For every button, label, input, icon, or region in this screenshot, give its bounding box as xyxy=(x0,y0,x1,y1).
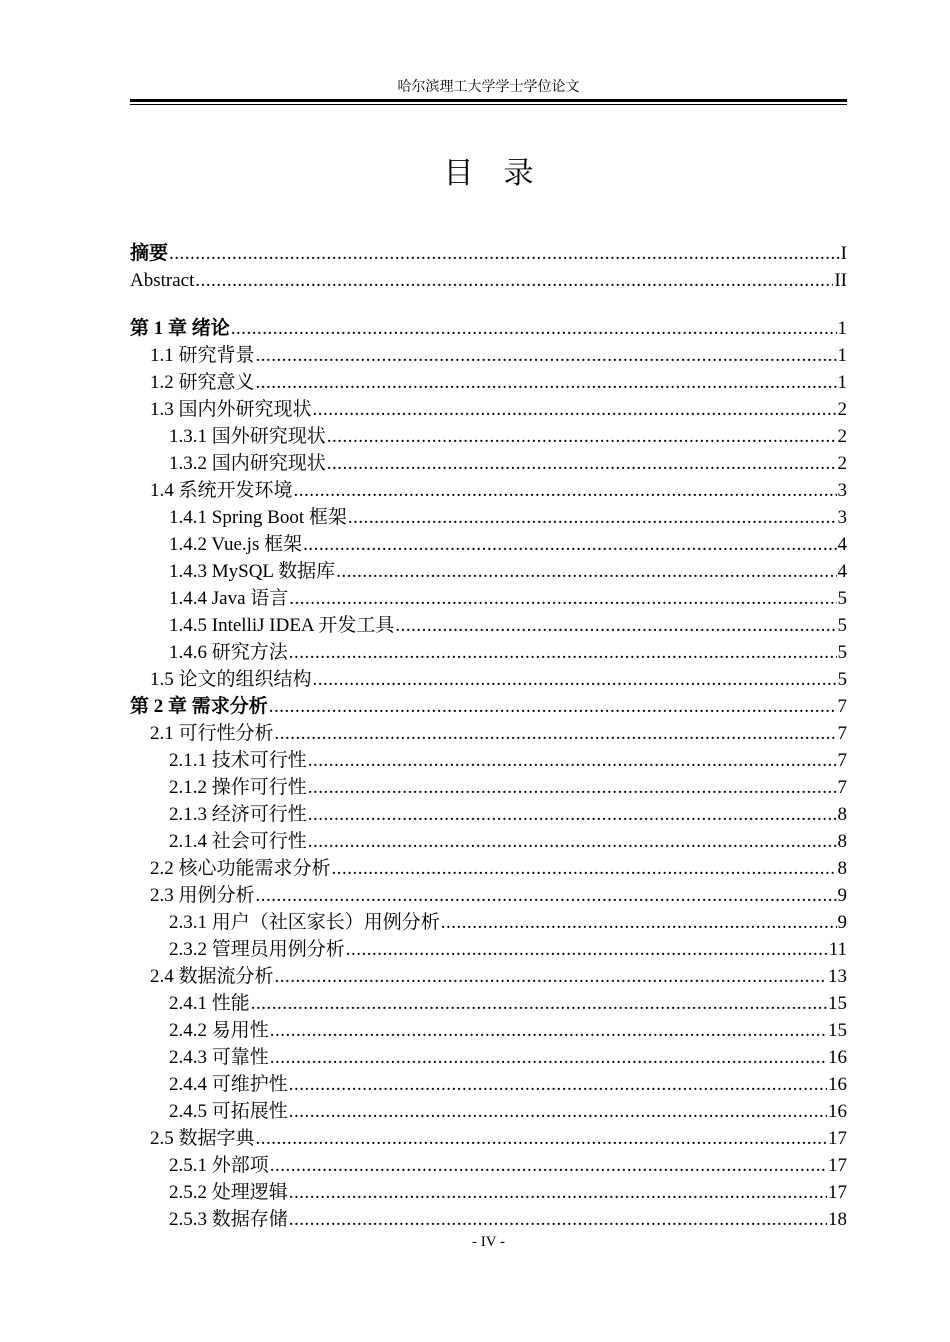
toc-entry-page: 15 xyxy=(828,1020,847,1041)
toc-entry-page: I xyxy=(840,243,847,264)
toc-entry-page: 9 xyxy=(837,912,847,933)
toc-leader-dots xyxy=(270,1152,827,1179)
toc-entry[interactable] xyxy=(130,693,847,720)
toc-leader-dots xyxy=(256,369,837,396)
toc-leader-dots xyxy=(256,1125,827,1152)
toc-entry[interactable] xyxy=(130,1152,847,1179)
toc-entry-page: 16 xyxy=(828,1074,847,1095)
toc-entry[interactable] xyxy=(130,504,847,531)
toc-entry[interactable] xyxy=(130,963,847,990)
toc-leader-dots xyxy=(289,1179,827,1206)
toc-entry-label: 第 2 章 需求分析 xyxy=(130,696,268,717)
toc-leader-dots xyxy=(275,963,827,990)
toc-entry-page: 3 xyxy=(837,507,847,528)
toc-entry-label: 2.1.2 操作可行性 xyxy=(169,777,307,798)
toc-entry-page: 18 xyxy=(828,1209,847,1230)
toc-entry-label: 1.4.6 研究方法 xyxy=(169,642,288,663)
toc-entry[interactable] xyxy=(130,450,847,477)
toc-entry-page: 9 xyxy=(837,885,847,906)
toc-entry-page: 4 xyxy=(837,561,847,582)
toc-entry-label: 1.4.5 IntelliJ IDEA 开发工具 xyxy=(169,615,395,636)
toc-entry-label: 1.3 国内外研究现状 xyxy=(150,399,312,420)
toc-entry[interactable] xyxy=(130,1071,847,1098)
toc-entry-label: 1.3.2 国内研究现状 xyxy=(169,453,326,474)
toc-entry-label: Abstract xyxy=(130,270,195,291)
toc-entry-label: 2.1.1 技术可行性 xyxy=(169,750,307,771)
toc-entry-page: 13 xyxy=(828,966,847,987)
toc-entry-page: 7 xyxy=(837,777,847,798)
toc-entry-page: 8 xyxy=(837,831,847,852)
toc-entry-page: 1 xyxy=(837,372,847,393)
toc-entry[interactable] xyxy=(130,315,847,342)
toc-leader-dots xyxy=(308,747,837,774)
toc-entry[interactable] xyxy=(130,882,847,909)
toc-leader-dots xyxy=(256,342,837,369)
toc-entry-page: 2 xyxy=(837,453,847,474)
toc-entry[interactable] xyxy=(130,747,847,774)
toc-entry-page: 16 xyxy=(828,1101,847,1122)
toc-leader-dots xyxy=(308,774,837,801)
toc-entry[interactable] xyxy=(130,936,847,963)
toc-entry-label: 1.4 系统开发环境 xyxy=(150,480,293,501)
toc-entry[interactable] xyxy=(130,396,847,423)
toc-entry-page: II xyxy=(834,270,847,291)
toc-entry-label: 1.1 研究背景 xyxy=(150,345,255,366)
toc-entry-page: 7 xyxy=(837,750,847,771)
toc-entry-page: 1 xyxy=(837,318,847,339)
toc-leader-dots xyxy=(251,990,827,1017)
toc-leader-dots xyxy=(169,240,840,267)
toc-entry[interactable] xyxy=(130,774,847,801)
toc-entry-page: 5 xyxy=(837,642,847,663)
toc-entry-label: 2.1.3 经济可行性 xyxy=(169,804,307,825)
toc-title: 目录 xyxy=(443,157,564,190)
toc-leader-dots xyxy=(289,1206,827,1233)
toc-leader-dots xyxy=(303,531,836,558)
toc-entry-label: 2.5.3 数据存储 xyxy=(169,1209,288,1230)
toc-leader-dots xyxy=(294,477,837,504)
toc-entry-label: 1.2 研究意义 xyxy=(150,372,255,393)
toc-entry-page: 5 xyxy=(837,588,847,609)
toc-entry-label: 1.4.3 MySQL 数据库 xyxy=(169,561,336,582)
toc-entry-page: 17 xyxy=(828,1182,847,1203)
toc-entry-label: 摘要 xyxy=(130,243,169,264)
toc-leader-dots xyxy=(308,801,837,828)
header-rule-thin xyxy=(130,104,847,105)
toc-entry-page: 8 xyxy=(837,858,847,879)
toc-entry-label: 2.4 数据流分析 xyxy=(150,966,274,987)
toc-entry-page: 1 xyxy=(837,345,847,366)
toc-entry[interactable] xyxy=(130,828,847,855)
toc-entry[interactable] xyxy=(130,423,847,450)
toc-leader-dots xyxy=(313,666,837,693)
toc-entry[interactable] xyxy=(130,267,847,294)
toc-entry-page: 5 xyxy=(837,615,847,636)
toc-entry[interactable] xyxy=(130,1206,847,1233)
toc-leader-dots xyxy=(348,504,837,531)
toc-leader-dots xyxy=(275,720,837,747)
toc-entry-label: 2.1.4 社会可行性 xyxy=(169,831,307,852)
toc-entry-label: 2.3.2 管理员用例分析 xyxy=(169,939,345,960)
toc-entry-label: 2.3 用例分析 xyxy=(150,885,255,906)
toc-entry-page: 17 xyxy=(828,1128,847,1149)
toc-entry-page: 8 xyxy=(837,804,847,825)
toc-leader-dots xyxy=(289,1071,827,1098)
toc-entry[interactable] xyxy=(130,342,847,369)
toc-entry-label: 2.5.2 处理逻辑 xyxy=(169,1182,288,1203)
toc-leader-dots xyxy=(327,423,837,450)
toc-leader-dots xyxy=(441,909,837,936)
toc-entry[interactable] xyxy=(130,639,847,666)
toc-entry-label: 1.4.1 Spring Boot 框架 xyxy=(169,507,347,528)
toc-entry[interactable] xyxy=(130,1098,847,1125)
toc-entry-label: 1.5 论文的组织结构 xyxy=(150,669,312,690)
toc-entry-label: 2.3.1 用户（社区家长）用例分析 xyxy=(169,912,440,933)
toc-entry-label: 第 1 章 绪论 xyxy=(130,318,230,339)
toc-entry-page: 7 xyxy=(837,696,847,717)
toc-leader-dots xyxy=(313,396,837,423)
toc-entry[interactable] xyxy=(130,990,847,1017)
toc-entry[interactable] xyxy=(130,612,847,639)
toc-leader-dots xyxy=(346,936,828,963)
toc-entry[interactable] xyxy=(130,1017,847,1044)
toc-leader-dots xyxy=(270,1044,827,1071)
toc-leader-dots xyxy=(231,315,837,342)
toc-entry[interactable] xyxy=(130,1125,847,1152)
toc-entry-label: 2.4.4 可维护性 xyxy=(169,1074,288,1095)
toc-entry-page: 5 xyxy=(837,669,847,690)
toc-leader-dots xyxy=(336,558,836,585)
running-header: 哈尔滨理工大学学士学位论文 xyxy=(397,80,580,95)
toc-leader-dots xyxy=(256,882,837,909)
toc-entry-page: 17 xyxy=(828,1155,847,1176)
toc-entry-page: 3 xyxy=(837,480,847,501)
toc-leader-dots xyxy=(395,612,836,639)
toc-entry[interactable] xyxy=(130,369,847,396)
toc-entry-label: 2.4.2 易用性 xyxy=(169,1020,269,1041)
toc-entry[interactable] xyxy=(130,720,847,747)
toc-entry-label: 2.4.5 可拓展性 xyxy=(169,1101,288,1122)
toc-leader-dots xyxy=(195,267,833,294)
toc-entry[interactable] xyxy=(130,909,847,936)
toc-entry-label: 1.4.2 Vue.js 框架 xyxy=(169,534,303,555)
toc-entry-page: 2 xyxy=(837,426,847,447)
toc-entry-page: 11 xyxy=(828,939,847,960)
toc-entry[interactable] xyxy=(130,558,847,585)
toc-entry[interactable] xyxy=(130,1044,847,1071)
toc-leader-dots xyxy=(332,855,837,882)
table-of-contents xyxy=(130,240,847,1233)
toc-entry[interactable] xyxy=(130,585,847,612)
toc-entry-label: 2.5 数据字典 xyxy=(150,1128,255,1149)
toc-entry-label: 2.1 可行性分析 xyxy=(150,723,274,744)
page-number: - IV - xyxy=(471,1234,506,1250)
toc-entry[interactable] xyxy=(130,666,847,693)
toc-entry-page: 2 xyxy=(837,399,847,420)
toc-entry-label: 2.4.3 可靠性 xyxy=(169,1047,269,1068)
toc-leader-dots xyxy=(269,693,837,720)
toc-entry-page: 15 xyxy=(828,993,847,1014)
toc-entry[interactable] xyxy=(130,240,847,267)
toc-leader-dots xyxy=(289,639,837,666)
toc-leader-dots xyxy=(289,585,836,612)
toc-entry[interactable] xyxy=(130,531,847,558)
toc-entry-page: 16 xyxy=(828,1047,847,1068)
toc-entry-label: 2.5.1 外部项 xyxy=(169,1155,269,1176)
toc-entry-label: 1.4.4 Java 语言 xyxy=(169,588,289,609)
toc-entry[interactable] xyxy=(130,855,847,882)
toc-entry[interactable] xyxy=(130,801,847,828)
toc-leader-dots xyxy=(327,450,837,477)
toc-entry[interactable] xyxy=(130,1179,847,1206)
header-rule-thick xyxy=(130,99,847,102)
toc-leader-dots xyxy=(289,1098,827,1125)
toc-entry-label: 2.4.1 性能 xyxy=(169,993,250,1014)
toc-entry[interactable] xyxy=(130,477,847,504)
toc-entry-page: 4 xyxy=(837,534,847,555)
toc-entry-page: 7 xyxy=(837,723,847,744)
toc-entry-label: 1.3.1 国外研究现状 xyxy=(169,426,326,447)
toc-entry-label: 2.2 核心功能需求分析 xyxy=(150,858,331,879)
toc-leader-dots xyxy=(270,1017,827,1044)
toc-leader-dots xyxy=(308,828,837,855)
